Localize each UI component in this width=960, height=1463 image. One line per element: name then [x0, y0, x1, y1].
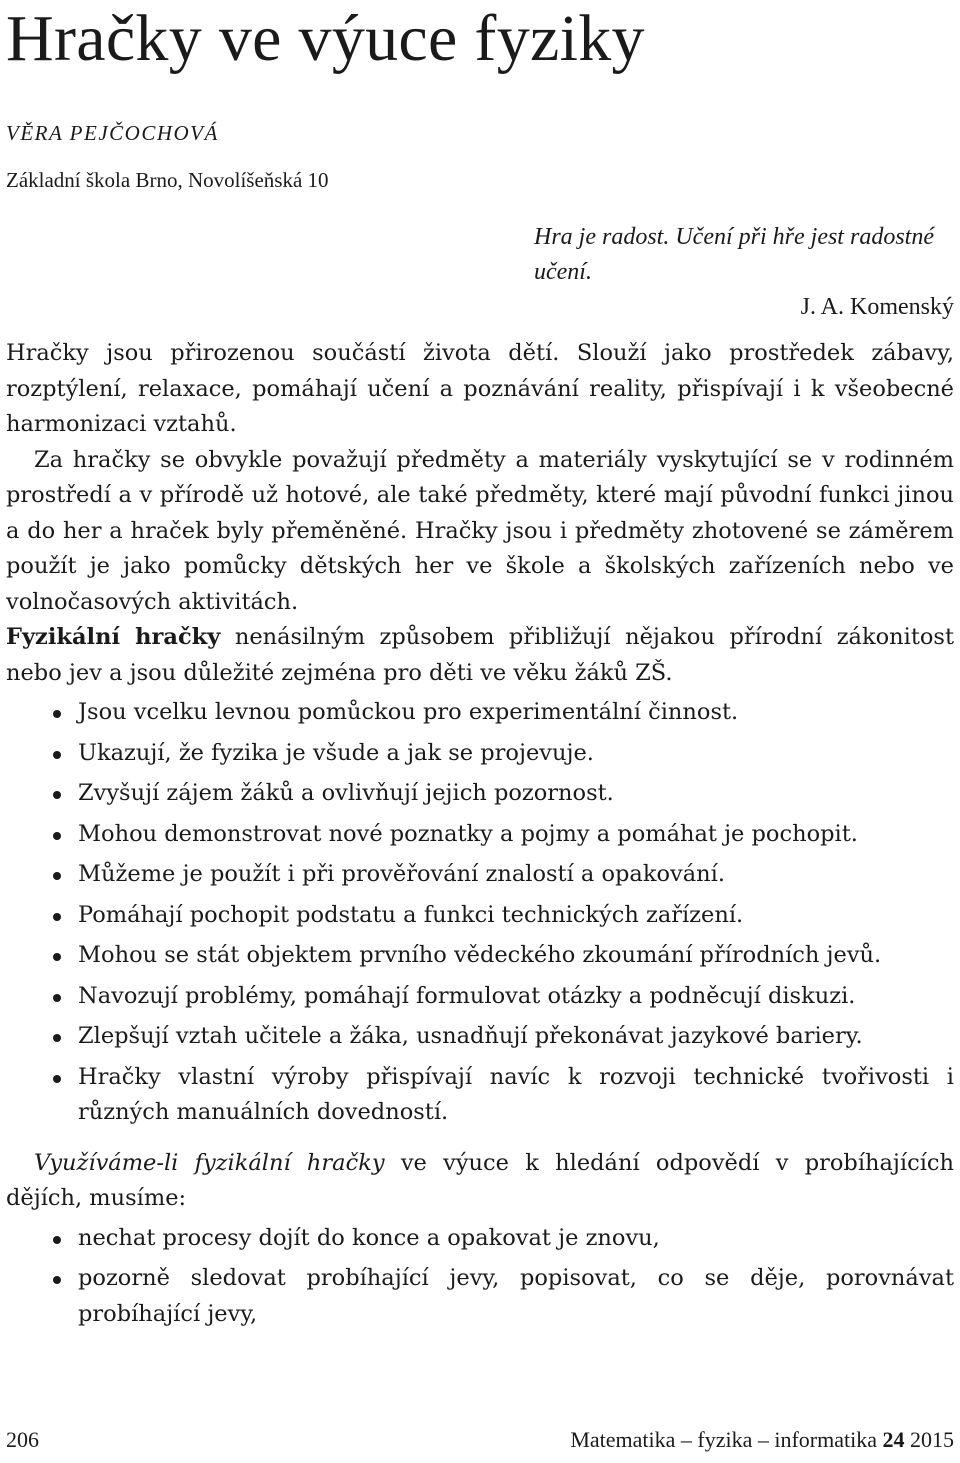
bullet-icon [53, 1236, 61, 1244]
bullet-icon [53, 1075, 61, 1083]
article-title: Hračky ve výuce fyziky [6, 2, 645, 75]
list-item: Mohou se stát objektem prvního vědeckého zkoumání přírodních jevů. [6, 938, 954, 974]
list-item: Mohou demonstrovat nové poznatky a pojmy a pomáhat je pochopit. [6, 817, 954, 853]
paragraph-text: nenásilným způsobem přibližují nějakou přírodní zákonitost nebo jev a jsou důležité zejména pro děti ve věku žáků ZŠ. [6, 624, 955, 686]
paragraph-usage [6, 1146, 954, 1217]
bullet-icon [53, 1034, 61, 1042]
paragraph-text: ve výuce k hledání odpovědí v probíhajících dějích, musíme: [6, 1149, 954, 1211]
list-item: pozorně sledovat probíhající jevy, popisovat, co se děje, porovnávat probíhající jevy, [6, 1261, 954, 1332]
list-item: Zvyšují zájem žáků a ovlivňují jejich pozornost. [6, 776, 954, 812]
author-name: VĚRA PEJČOCHOVÁ [6, 121, 219, 145]
list-item: Ukazují, že fyzika je všude a jak se projevuje. [6, 736, 954, 772]
bullet-icon [53, 953, 61, 961]
journal-info [570, 1427, 954, 1453]
journal-volume: 24 [882, 1427, 905, 1452]
list-item: Můžeme je použít i při prověřování znalostí a opakování. [6, 857, 954, 893]
bold-term: Fyzikální hračky [6, 624, 221, 650]
paragraph-physical-toys [6, 620, 954, 691]
bullet-icon [53, 832, 61, 840]
epigraph-quote: Hra je radost. Učení při hře jest radostné učení. [534, 224, 934, 285]
list-item: Zlepšují vztah učitele a žáka, usnadňují překonávat jazykové bariery. [6, 1019, 954, 1055]
bullet-icon [53, 1276, 61, 1284]
bullet-icon [53, 710, 61, 718]
bullet-icon [53, 872, 61, 880]
page-footer [6, 1427, 954, 1453]
journal-year: 2015 [910, 1427, 954, 1452]
page-number: 206 [6, 1427, 39, 1452]
article-body [6, 336, 954, 1337]
journal-name: Matematika – fyzika – informatika [570, 1427, 877, 1452]
paragraph-intro: Hračky jsou přirozenou součástí života dětí. Slouží jako prostředek zábavy, rozptýlení, relaxace, pomáhají učení a poznávání reality, přispívají i k všeobecné harmonizaci vztahů. [6, 340, 954, 437]
list-item: Jsou vcelku levnou pomůckou pro experimentální činnost. [6, 695, 954, 731]
epigraph [534, 220, 954, 325]
list-item: nechat procesy dojít do konce a opakovat je znovu, [6, 1221, 954, 1257]
bullet-icon [53, 994, 61, 1002]
list-item: Hračky vlastní výroby přispívají navíc k rozvoji technické tvořivosti i různých manuálních dovedností. [6, 1060, 954, 1131]
benefits-list [6, 695, 954, 1131]
epigraph-source: J. A. Komenský [800, 294, 954, 320]
paragraph-definition: Za hračky se obvykle považují předměty a materiály vyskytující se v rodinném prostředí a v přírodě už hotové, ale také předměty, které mají původní funkci jinou a do her a hraček byly přeměněné. Hračky jsou i předměty zhotovené se záměrem použít je jako pomůcky dětských her ve škole a školských zařízeních nebo ve volnočasových aktivitách. [6, 446, 954, 615]
article-page [6, 0, 954, 1463]
bullet-icon [53, 791, 61, 799]
italic-term: Využíváme-li fyzikální hračky [34, 1149, 385, 1176]
list-item: Navozují problémy, pomáhají formulovat otázky a podněcují diskuzi. [6, 979, 954, 1015]
list-item: Pomáhají pochopit podstatu a funkci technických zařízení. [6, 898, 954, 934]
author-affiliation: Základní škola Brno, Novolíšeňská 10 [6, 168, 329, 192]
bullet-icon [53, 751, 61, 759]
requirements-list [6, 1221, 954, 1333]
bullet-icon [53, 913, 61, 921]
